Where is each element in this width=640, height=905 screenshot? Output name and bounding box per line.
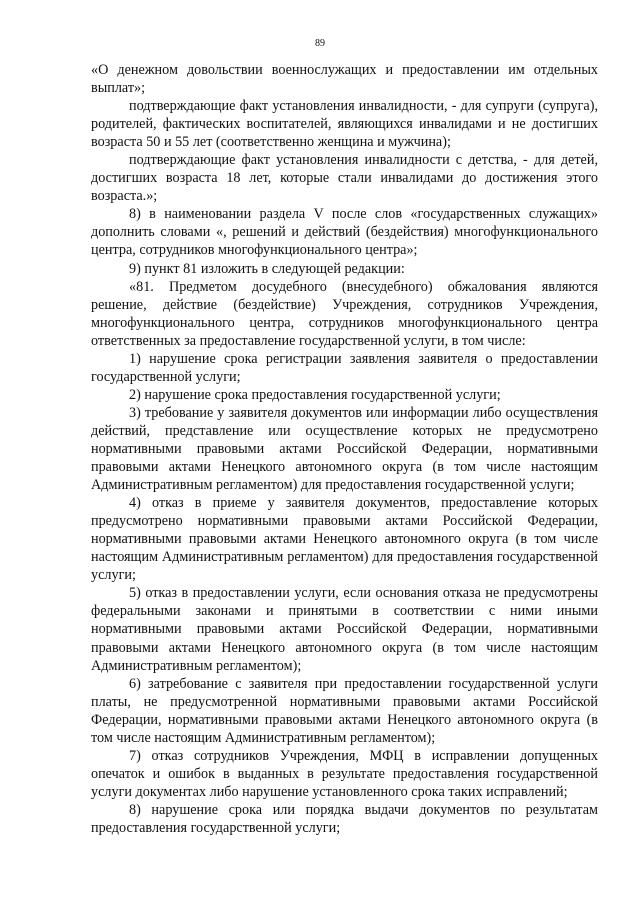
list-item-4: 4) отказ в приеме у заявителя документов, предоставление которых предусмотрено нормативными правовыми актами Российской Федерации, нормативными правовыми актами Ненецкого автономного округа (в том числе настоящим Административным регламентом) для предоставления государственной услуги; — [91, 495, 598, 584]
list-item-2: 2) нарушение срока предоставления государственной услуги; — [129, 386, 501, 403]
list-item-6: 6) затребование с заявителя при предоставлении государственной услуги платы, не предусмотренной нормативными правовыми актами Российской Федерации, нормативными правовыми актами Ненецкого автономного округа (в том числе настоящим Административным регламентом); — [91, 675, 598, 746]
paragraph-disability-children: подтверждающие факт установления инвалидности с детства, - для детей, достигших возраста 18 лет, которые стали инвалидами до достижения этого возраста.»; — [91, 152, 598, 205]
paragraph-continuation: «О денежном довольствии военнослужащих и предоставлении им отдельных выплат»; — [91, 62, 598, 97]
paragraph-item-8-section-title: 8) в наименовании раздела V после слов «государственных служащих» дополнить словами «, решений и действий (бездействия) многофункционального центра, сотрудников многофункционального центра»; — [91, 206, 598, 259]
list-item-5: 5) отказ в предоставлении услуги, если основания отказа не предусмотрены федеральными законами и принятыми в соответствии с ними иными нормативными правовыми актами Российской Федерации, нормативными правовыми актами Ненецкого автономного округа (в том числе настоящим Административным регламентом); — [91, 585, 598, 674]
list-item-7: 7) отказ сотрудников Учреждения, МФЦ в исправлении допущенных опечаток и ошибок в выданных в результате предоставления государственной услуги документах либо нарушение установленного срока таких исправлений; — [91, 747, 598, 800]
paragraph-item-9: 9) пункт 81 изложить в следующей редакции: — [129, 260, 405, 277]
paragraph-clause-81: «81. Предметом досудебного (внесудебного) обжалования являются решение, действие (бездействие) Учреждения, сотрудников Учреждения, многофункционального центра, сотрудников многофункционального центра ответственных за предоставление государственной услуги, в том числе: — [91, 278, 598, 349]
list-item-1: 1) нарушение срока регистрации заявления заявителя о предоставлении государственной услуги; — [91, 350, 598, 385]
list-item-8: 8) нарушение срока или порядка выдачи документов по результатам предоставления государственной услуги; — [91, 801, 598, 836]
page-number: 89 — [315, 38, 325, 49]
paragraph-disability-spouse: подтверждающие факт установления инвалидности, - для супруги (супруга), родителей, фактических воспитателей, являющихся инвалидами и не достигших возраста 50 и 55 лет (соответственно женщина и мужчина); — [91, 98, 598, 151]
list-item-3: 3) требование у заявителя документов или информации либо осуществления действий, представление или осуществление которых не предусмотрено нормативными правовыми актами Российской Федерации, нормативными правовыми актами Ненецкого автономного округа (в том числе настоящим Административным регламентом) для предоставления государственной услуги; — [91, 404, 598, 494]
document-body — [91, 61, 598, 837]
